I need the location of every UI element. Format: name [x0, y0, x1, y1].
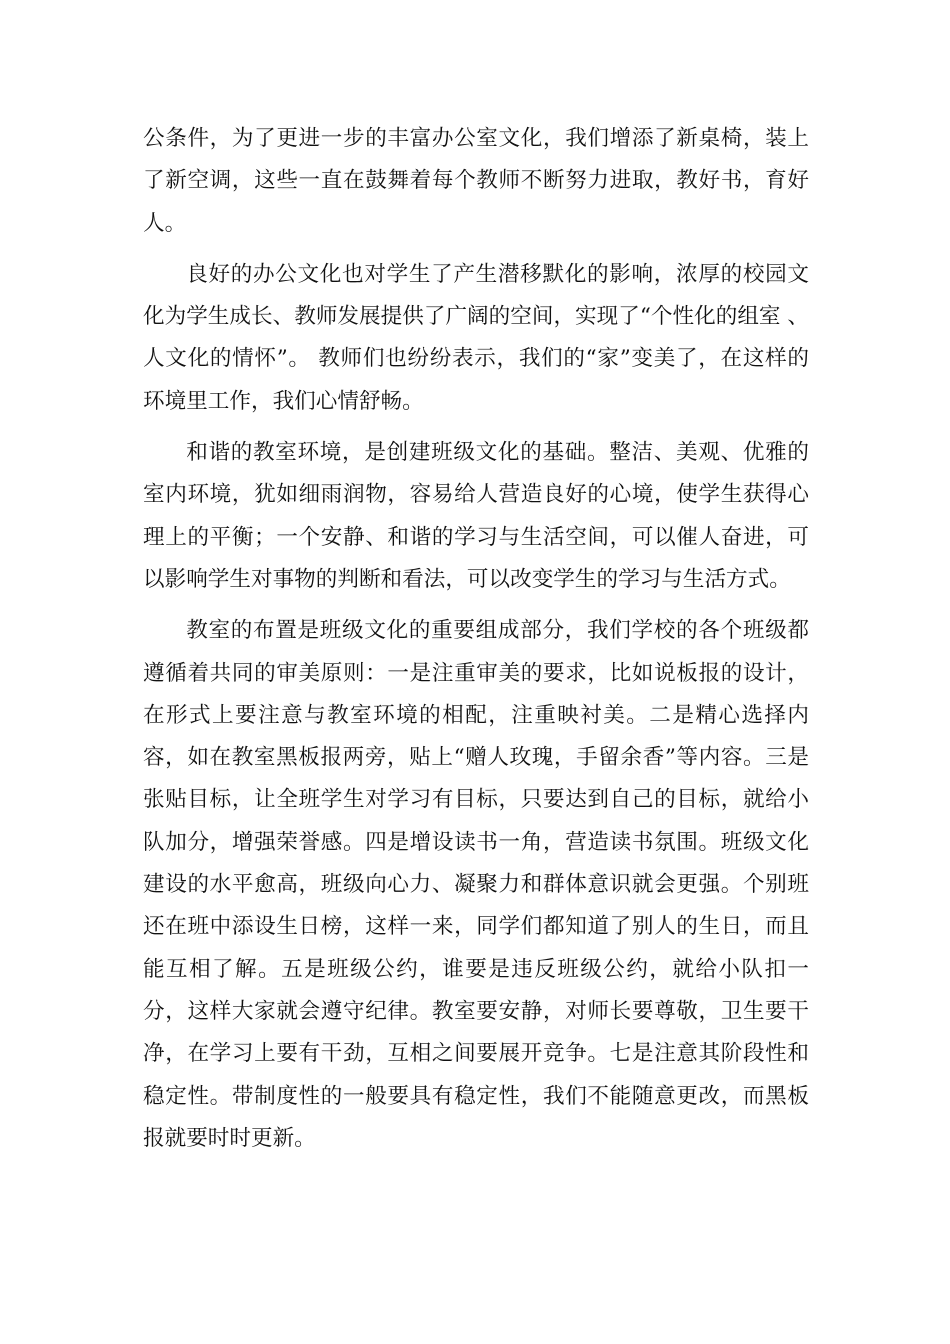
- paragraph-continuation: 公条件，为了更进一步的丰富办公室文化，我们增添了新桌椅，装上了新空调，这些一直在鼓舞着每个教师不断努力进取，教好书，育好人。: [143, 126, 809, 236]
- paragraph-classroom-layout: 教室的布置是班级文化的重要组成部分，我们学校的各个班级都遵循着共同的审美原则：一是注重审美的要求，比如说板报的设计，在形式上要注意与教室环境的相配，注重映衬美。二是精心选择内容，如在教室黑板报两旁，贴上“赠人玫瑰，手留余香”等内容。三是张贴目标，让全班学生对学习有目标，只要达到自己的目标，就给小队加分，增强荣誉感。四是增设读书一角，营造读书氛围。班级文化建设的水平愈高，班级向心力、凝聚力和群体意识就会更强。个别班还在班中添设生日榜，这样一来，同学们都知道了别人的生日，而且能互相了解。五是班级公约，谁要是违反班级公约，就给小队扣一分，这样大家就会遵守纪律。教室要安静，对师长要尊敬，卫生要干净，在学习上要有干劲，互相之间要展开竞争。七是注意其阶段性和稳定性。带制度性的一般要具有稳定性，我们不能随意更改，而黑板报就要时时更新。: [143, 618, 809, 1151]
- paragraph-classroom-environment: 和谐的教室环境，是创建班级文化的基础。整洁、美观、优雅的室内环境，犹如细雨润物，容易给人营造良好的心境，使学生获得心理上的平衡；一个安静、和谐的学习与生活空间，可以催人奋进，可以影响学生对事物的判断和看法，可以改变学生的学习与生活方式。: [143, 440, 809, 592]
- document-page: [143, 118, 809, 1160]
- paragraph-office-culture: 良好的办公文化也对学生了产生潜移默化的影响，浓厚的校园文化为学生成长、教师发展提供了广阔的空间，实现了“个性化的组室 、人文化的情怀”。 教师们也纷纷表示，我们的“家”变美了，在这样的环境里工作，我们心情舒畅。: [143, 261, 809, 414]
